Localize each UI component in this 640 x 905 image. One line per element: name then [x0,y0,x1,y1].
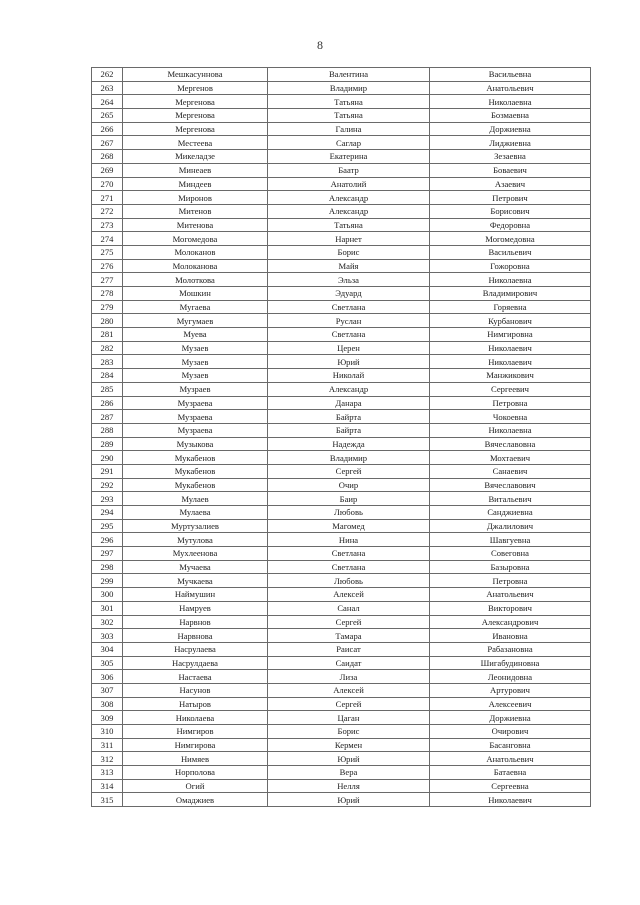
table-row [92,629,591,643]
patronymic: Артурович [430,683,591,697]
table-row [92,588,591,602]
last-name: Намруев [123,601,268,615]
patronymic: Батаевна [430,766,591,780]
patronymic: Леонидовна [430,670,591,684]
patronymic: Петровна [430,574,591,588]
last-name: Натыров [123,697,268,711]
last-name: Молоткова [123,273,268,287]
row-number: 296 [92,533,123,547]
last-name: Мергенова [123,95,268,109]
first-name: Баир [268,492,430,506]
last-name: Музыкова [123,437,268,451]
first-name: Борис [268,245,430,259]
table-row [92,766,591,780]
first-name: Сергей [268,615,430,629]
table-row [92,177,591,191]
table-row [92,81,591,95]
patronymic: Петрович [430,191,591,205]
first-name: Церен [268,341,430,355]
row-number: 280 [92,314,123,328]
table-row [92,683,591,697]
last-name: Музраева [123,423,268,437]
patronymic: Викторович [430,601,591,615]
row-number: 293 [92,492,123,506]
last-name: Музаев [123,341,268,355]
table-row [92,670,591,684]
last-name: Огий [123,779,268,793]
row-number: 278 [92,287,123,301]
table-row [92,642,591,656]
patronymic: Сергеевич [430,382,591,396]
first-name: Кермен [268,738,430,752]
patronymic: Вячеславович [430,478,591,492]
last-name: Нарвнова [123,629,268,643]
last-name: Мукабенов [123,478,268,492]
last-name: Молоканова [123,259,268,273]
table-row [92,738,591,752]
first-name: Нина [268,533,430,547]
table-row [92,355,591,369]
last-name: Мутулова [123,533,268,547]
row-number: 286 [92,396,123,410]
table-row [92,615,591,629]
last-name: Музаев [123,369,268,383]
row-number: 297 [92,547,123,561]
table-row [92,245,591,259]
table-row [92,382,591,396]
last-name: Минеаев [123,163,268,177]
patronymic: Рабазановна [430,642,591,656]
last-name: Мулаева [123,506,268,520]
row-number: 299 [92,574,123,588]
last-name: Настаева [123,670,268,684]
last-name: Мучкаева [123,574,268,588]
first-name: Магомед [268,519,430,533]
row-number: 264 [92,95,123,109]
first-name: Юрий [268,355,430,369]
first-name: Татьяна [268,109,430,123]
last-name: Насрулаева [123,642,268,656]
patronymic: Санджиевна [430,506,591,520]
table-row [92,574,591,588]
table-row [92,752,591,766]
patronymic: Курбанович [430,314,591,328]
patronymic: Николаевна [430,95,591,109]
patronymic: Гожоровна [430,259,591,273]
last-name: Насунов [123,683,268,697]
first-name: Вера [268,766,430,780]
patronymic: Азаевич [430,177,591,191]
table-row [92,328,591,342]
patronymic: Доржиевна [430,711,591,725]
first-name: Сергей [268,697,430,711]
last-name: Музаев [123,355,268,369]
first-name: Санал [268,601,430,615]
row-number: 308 [92,697,123,711]
row-number: 313 [92,766,123,780]
first-name: Нарнет [268,232,430,246]
row-number: 288 [92,423,123,437]
last-name: Нимгиров [123,725,268,739]
last-name: Митенова [123,218,268,232]
patronymic: Николаевич [430,793,591,807]
patronymic: Очирович [430,725,591,739]
first-name: Светлана [268,547,430,561]
first-name: Александр [268,191,430,205]
row-number: 279 [92,300,123,314]
patronymic: Николаевна [430,273,591,287]
table-row [92,232,591,246]
table-row [92,464,591,478]
first-name: Борис [268,725,430,739]
row-number: 289 [92,437,123,451]
row-number: 290 [92,451,123,465]
row-number: 267 [92,136,123,150]
first-name: Сергей [268,464,430,478]
last-name: Мугумаев [123,314,268,328]
row-number: 305 [92,656,123,670]
row-number: 303 [92,629,123,643]
row-number: 304 [92,642,123,656]
last-name: Молоканов [123,245,268,259]
last-name: Омаджиев [123,793,268,807]
table-row [92,451,591,465]
row-number: 291 [92,464,123,478]
first-name: Руслан [268,314,430,328]
table-row [92,109,591,123]
last-name: Музраева [123,410,268,424]
row-number: 294 [92,506,123,520]
patronymic: Николаевич [430,355,591,369]
patronymic: Витальевич [430,492,591,506]
first-name: Любовь [268,574,430,588]
last-name: Митенов [123,204,268,218]
last-name: Миронов [123,191,268,205]
first-name: Владимир [268,81,430,95]
patronymic: Федоровна [430,218,591,232]
table-row [92,506,591,520]
table-row [92,150,591,164]
row-number: 272 [92,204,123,218]
row-number: 262 [92,68,123,82]
table-row [92,273,591,287]
last-name: Могомедова [123,232,268,246]
row-number: 283 [92,355,123,369]
first-name: Татьяна [268,95,430,109]
first-name: Байрта [268,423,430,437]
row-number: 295 [92,519,123,533]
patronymic: Анатольевич [430,81,591,95]
last-name: Николаева [123,711,268,725]
patronymic: Владимирович [430,287,591,301]
table-row [92,492,591,506]
last-name: Нарвнов [123,615,268,629]
patronymic: Боваевич [430,163,591,177]
row-number: 276 [92,259,123,273]
patronymic: Анатольевич [430,588,591,602]
row-number: 285 [92,382,123,396]
row-number: 307 [92,683,123,697]
table-row [92,396,591,410]
last-name: Микеладзе [123,150,268,164]
patronymic: Ивановна [430,629,591,643]
first-name: Алексей [268,588,430,602]
table-row [92,793,591,807]
first-name: Надежда [268,437,430,451]
table-row [92,697,591,711]
patronymic: Бозмаевна [430,109,591,123]
row-number: 306 [92,670,123,684]
page-number: 8 [317,38,323,52]
row-number: 269 [92,163,123,177]
row-number: 302 [92,615,123,629]
last-name: Насрулдаева [123,656,268,670]
roster-table [91,67,591,807]
row-number: 298 [92,560,123,574]
patronymic: Сергеевна [430,779,591,793]
first-name: Данара [268,396,430,410]
patronymic: Горяевна [430,300,591,314]
last-name: Мошкин [123,287,268,301]
patronymic: Зезаевна [430,150,591,164]
last-name: Музраев [123,382,268,396]
first-name: Юрий [268,793,430,807]
patronymic: Лиджиевна [430,136,591,150]
last-name: Мергенов [123,81,268,95]
patronymic: Джалилович [430,519,591,533]
last-name: Мучаева [123,560,268,574]
first-name: Тамара [268,629,430,643]
patronymic: Басанговна [430,738,591,752]
last-name: Норполова [123,766,268,780]
patronymic: Анатольевич [430,752,591,766]
table-row [92,779,591,793]
patronymic: Нимгировна [430,328,591,342]
patronymic: Санаевич [430,464,591,478]
roster-table-body [92,68,591,807]
table-row [92,95,591,109]
table-row [92,204,591,218]
last-name: Муртузалиев [123,519,268,533]
first-name: Алексей [268,683,430,697]
first-name: Светлана [268,328,430,342]
patronymic: Мохтаевич [430,451,591,465]
table-row [92,437,591,451]
table-row [92,191,591,205]
first-name: Владимир [268,451,430,465]
patronymic: Доржиевна [430,122,591,136]
table-row [92,560,591,574]
first-name: Александр [268,382,430,396]
last-name: Мукабенов [123,451,268,465]
table-row [92,533,591,547]
table-row [92,547,591,561]
first-name: Галина [268,122,430,136]
first-name: Цаган [268,711,430,725]
table-row [92,519,591,533]
patronymic: Шавгуевна [430,533,591,547]
first-name: Байрта [268,410,430,424]
patronymic: Манжикович [430,369,591,383]
table-row [92,300,591,314]
first-name: Валентина [268,68,430,82]
first-name: Николай [268,369,430,383]
first-name: Очир [268,478,430,492]
row-number: 314 [92,779,123,793]
last-name: Мергенова [123,122,268,136]
first-name: Баатр [268,163,430,177]
last-name: Нимгирова [123,738,268,752]
first-name: Любовь [268,506,430,520]
table-row [92,711,591,725]
table-row [92,341,591,355]
patronymic: Шигабудиновна [430,656,591,670]
patronymic: Петровна [430,396,591,410]
row-number: 301 [92,601,123,615]
row-number: 277 [92,273,123,287]
row-number: 287 [92,410,123,424]
row-number: 300 [92,588,123,602]
table-row [92,259,591,273]
table-row [92,601,591,615]
table-row [92,725,591,739]
first-name: Эльза [268,273,430,287]
first-name: Саглар [268,136,430,150]
first-name: Эдуард [268,287,430,301]
patronymic: Александрович [430,615,591,629]
row-number: 315 [92,793,123,807]
first-name: Александр [268,204,430,218]
row-number: 274 [92,232,123,246]
last-name: Музраева [123,396,268,410]
row-number: 268 [92,150,123,164]
patronymic: Совеговна [430,547,591,561]
last-name: Местеева [123,136,268,150]
first-name: Анатолий [268,177,430,191]
patronymic: Вячеславовна [430,437,591,451]
row-number: 281 [92,328,123,342]
first-name: Раисат [268,642,430,656]
first-name: Юрий [268,752,430,766]
patronymic: Борисович [430,204,591,218]
last-name: Наймушин [123,588,268,602]
table-row [92,218,591,232]
row-number: 312 [92,752,123,766]
table-row [92,122,591,136]
row-number: 270 [92,177,123,191]
patronymic: Васильевна [430,68,591,82]
table-row [92,369,591,383]
first-name: Майя [268,259,430,273]
row-number: 310 [92,725,123,739]
patronymic: Николаевич [430,341,591,355]
last-name: Мулаев [123,492,268,506]
table-row [92,314,591,328]
patronymic: Николаевна [430,423,591,437]
row-number: 292 [92,478,123,492]
first-name: Саидат [268,656,430,670]
last-name: Мешкасуннова [123,68,268,82]
row-number: 284 [92,369,123,383]
row-number: 282 [92,341,123,355]
last-name: Мухлеенова [123,547,268,561]
patronymic: Васильевич [430,245,591,259]
first-name: Екатерина [268,150,430,164]
table-row [92,410,591,424]
first-name: Нелля [268,779,430,793]
table-row [92,136,591,150]
patronymic: Алексеевич [430,697,591,711]
row-number: 263 [92,81,123,95]
row-number: 265 [92,109,123,123]
table-row [92,478,591,492]
table-row [92,163,591,177]
table-row [92,287,591,301]
last-name: Миндеев [123,177,268,191]
row-number: 266 [92,122,123,136]
row-number: 275 [92,245,123,259]
row-number: 271 [92,191,123,205]
last-name: Нимяев [123,752,268,766]
table-row [92,68,591,82]
last-name: Муева [123,328,268,342]
first-name: Светлана [268,560,430,574]
patronymic: Базыровна [430,560,591,574]
last-name: Мергенова [123,109,268,123]
row-number: 309 [92,711,123,725]
row-number: 311 [92,738,123,752]
patronymic: Могомедовна [430,232,591,246]
table-row [92,656,591,670]
last-name: Мукабенов [123,464,268,478]
last-name: Мугаева [123,300,268,314]
row-number: 273 [92,218,123,232]
first-name: Светлана [268,300,430,314]
first-name: Татьяна [268,218,430,232]
patronymic: Чокоевна [430,410,591,424]
first-name: Лиза [268,670,430,684]
table-row [92,423,591,437]
